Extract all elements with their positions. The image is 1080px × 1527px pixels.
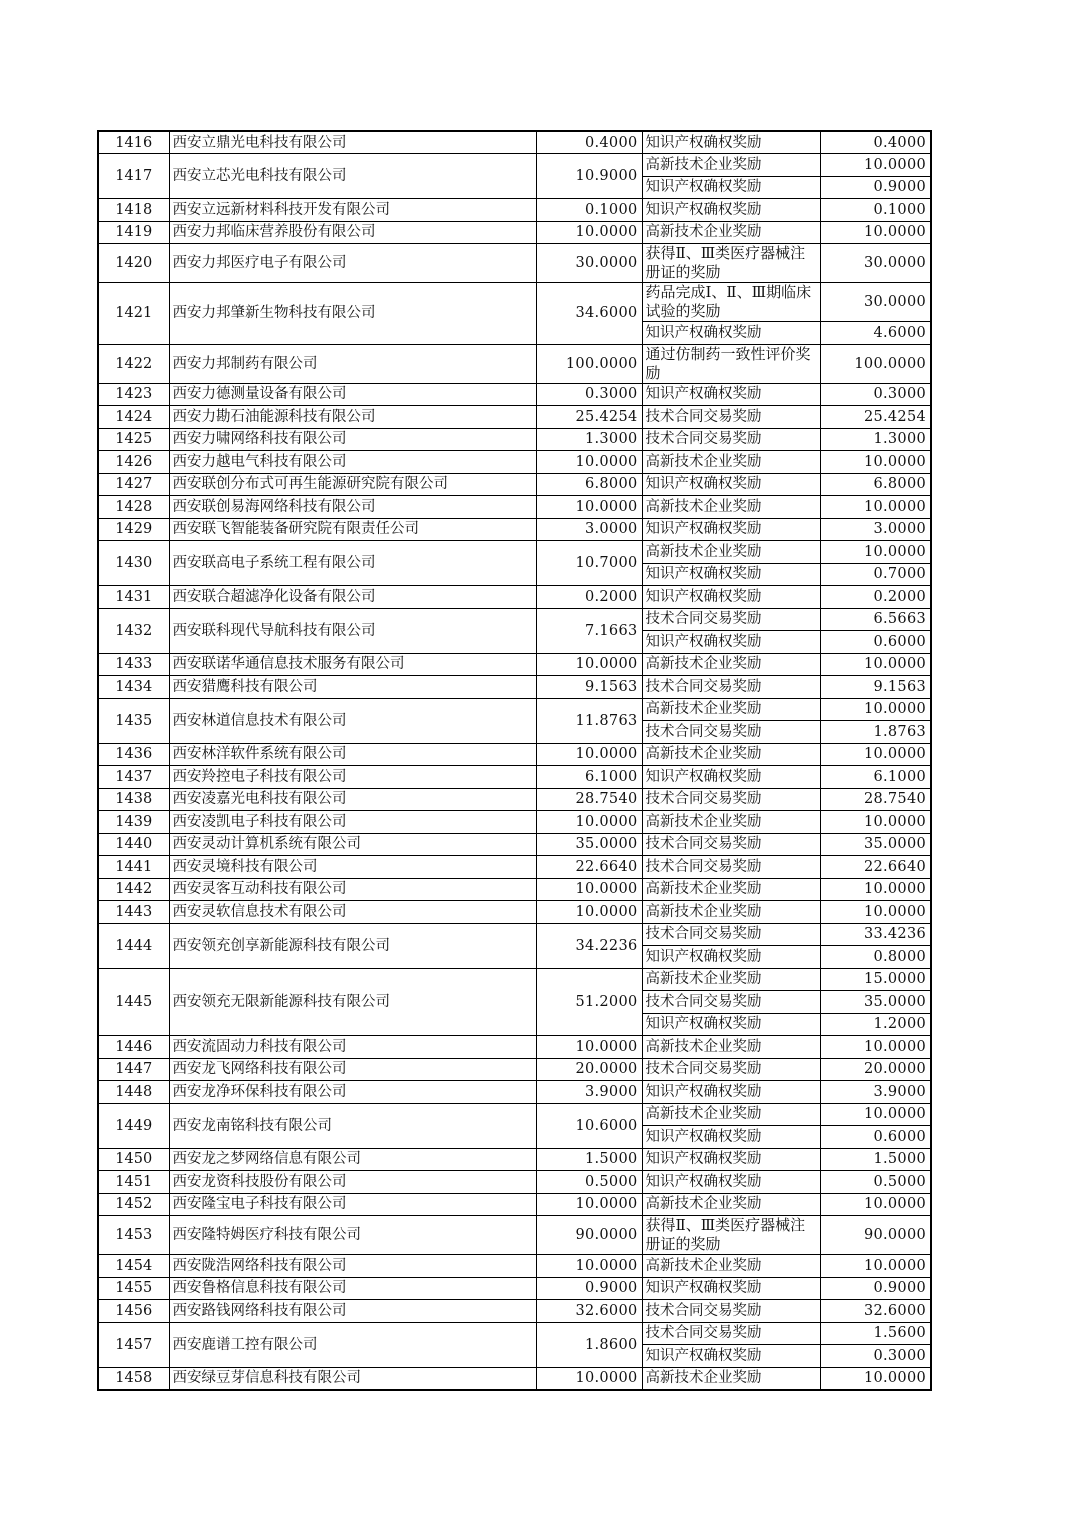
award-type: 知识产权确权奖励 [642,1081,820,1104]
table-row [98,383,931,406]
award-amount: 10.0000 [820,653,931,676]
award-type: 高新技术企业奖励 [642,811,820,834]
total-amount: 7.1663 [536,608,642,653]
table-row [98,833,931,856]
total-amount: 10.0000 [536,878,642,901]
award-type: 知识产权确权奖励 [642,473,820,496]
company-name: 西安龙资科技股份有限公司 [169,1171,536,1194]
table-row [98,154,931,177]
table-row [98,608,931,631]
company-name: 西安立远新材料科技开发有限公司 [169,199,536,222]
table-row [98,878,931,901]
table-row [98,766,931,789]
company-name: 西安猎鹰科技有限公司 [169,676,536,699]
award-type: 知识产权确权奖励 [642,1345,820,1368]
row-number: 1440 [98,833,169,856]
company-name: 西安灵客互动科技有限公司 [169,878,536,901]
total-amount: 0.2000 [536,586,642,609]
row-number: 1432 [98,608,169,653]
total-amount: 10.0000 [536,221,642,244]
company-name: 西安凌凯电子科技有限公司 [169,811,536,834]
total-amount: 1.3000 [536,428,642,451]
award-amount: 0.5000 [820,1171,931,1194]
total-amount: 9.1563 [536,676,642,699]
total-amount: 0.9000 [536,1277,642,1300]
award-type: 高新技术企业奖励 [642,878,820,901]
table-row [98,856,931,879]
total-amount: 34.2236 [536,923,642,968]
company-name: 西安力啸网络科技有限公司 [169,428,536,451]
award-amount: 22.6640 [820,856,931,879]
total-amount: 10.0000 [536,496,642,519]
total-amount: 34.6000 [536,283,642,345]
row-number: 1448 [98,1081,169,1104]
total-amount: 25.4254 [536,406,642,429]
award-amount: 10.0000 [820,901,931,924]
award-amount: 15.0000 [820,968,931,991]
table-row [98,1216,931,1255]
award-amount: 10.0000 [820,451,931,474]
total-amount: 32.6000 [536,1300,642,1323]
company-name: 西安灵动计算机系统有限公司 [169,833,536,856]
award-amount: 10.0000 [820,878,931,901]
award-type: 知识产权确权奖励 [642,766,820,789]
row-number: 1435 [98,698,169,743]
award-amount: 10.0000 [820,743,931,766]
row-number: 1441 [98,856,169,879]
total-amount: 10.0000 [536,1193,642,1216]
table-row [98,496,931,519]
total-amount: 0.5000 [536,1171,642,1194]
award-type: 知识产权确权奖励 [642,563,820,586]
company-name: 西安龙净环保科技有限公司 [169,1081,536,1104]
row-number: 1438 [98,788,169,811]
award-type: 知识产权确权奖励 [642,131,820,154]
table-row [98,923,931,946]
award-type: 高新技术企业奖励 [642,743,820,766]
table-row [98,811,931,834]
award-type: 高新技术企业奖励 [642,1367,820,1390]
award-amount: 30.0000 [820,283,931,322]
award-amount: 30.0000 [820,244,931,283]
table-row [98,743,931,766]
award-type: 高新技术企业奖励 [642,698,820,721]
row-number: 1437 [98,766,169,789]
total-amount: 10.0000 [536,451,642,474]
table-row [98,221,931,244]
table-row [98,451,931,474]
total-amount: 10.7000 [536,541,642,586]
row-number: 1453 [98,1216,169,1255]
table-row [98,1103,931,1126]
award-amount: 10.0000 [820,1193,931,1216]
company-name: 西安陇浩网络科技有限公司 [169,1255,536,1278]
award-type: 高新技术企业奖励 [642,1036,820,1059]
award-amount: 4.6000 [820,322,931,345]
row-number: 1431 [98,586,169,609]
table-row [98,406,931,429]
award-amount: 0.6000 [820,1126,931,1149]
total-amount: 3.9000 [536,1081,642,1104]
total-amount: 51.2000 [536,968,642,1036]
row-number: 1417 [98,154,169,199]
table-row [98,131,931,154]
award-amount: 0.1000 [820,199,931,222]
row-number: 1433 [98,653,169,676]
table-row [98,244,931,283]
company-name: 西安领充无限新能源科技有限公司 [169,968,536,1036]
company-name: 西安流固动力科技有限公司 [169,1036,536,1059]
table-row [98,1193,931,1216]
award-amount: 10.0000 [820,1036,931,1059]
company-name: 西安力邦制药有限公司 [169,344,536,383]
award-amount: 32.6000 [820,1300,931,1323]
award-type: 高新技术企业奖励 [642,541,820,564]
row-number: 1450 [98,1148,169,1171]
row-number: 1439 [98,811,169,834]
row-number: 1423 [98,383,169,406]
table-row [98,1300,931,1323]
company-name: 西安领充创享新能源科技有限公司 [169,923,536,968]
company-name: 西安龙之梦网络信息有限公司 [169,1148,536,1171]
award-type: 技术合同交易奖励 [642,856,820,879]
row-number: 1444 [98,923,169,968]
table-row [98,698,931,721]
award-type: 技术合同交易奖励 [642,833,820,856]
company-name: 西安绿豆芽信息科技有限公司 [169,1367,536,1390]
award-amount: 1.3000 [820,428,931,451]
award-amount: 10.0000 [820,1367,931,1390]
award-type: 知识产权确权奖励 [642,1171,820,1194]
award-type: 高新技术企业奖励 [642,901,820,924]
row-number: 1425 [98,428,169,451]
award-type: 高新技术企业奖励 [642,154,820,177]
table-row [98,1058,931,1081]
award-amount: 6.1000 [820,766,931,789]
company-name: 西安鹿谱工控有限公司 [169,1322,536,1367]
award-amount: 0.3000 [820,1345,931,1368]
award-amount: 1.5000 [820,1148,931,1171]
company-name: 西安联科现代导航科技有限公司 [169,608,536,653]
total-amount: 10.0000 [536,653,642,676]
award-type: 技术合同交易奖励 [642,991,820,1014]
table-row [98,1081,931,1104]
award-amount: 0.8000 [820,946,931,969]
award-amount: 10.0000 [820,496,931,519]
award-type: 药品完成Ⅰ、Ⅱ、Ⅲ期临床试验的奖励 [642,283,820,322]
award-amount: 10.0000 [820,1255,931,1278]
row-number: 1430 [98,541,169,586]
row-number: 1424 [98,406,169,429]
row-number: 1445 [98,968,169,1036]
table-row [98,199,931,222]
company-name: 西安隆特姆医疗科技有限公司 [169,1216,536,1255]
company-name: 西安灵境科技有限公司 [169,856,536,879]
award-type: 技术合同交易奖励 [642,1300,820,1323]
award-amount: 10.0000 [820,1103,931,1126]
award-table-container [97,130,930,1391]
total-amount: 10.9000 [536,154,642,199]
award-amount: 6.5663 [820,608,931,631]
table-row [98,518,931,541]
table-row [98,473,931,496]
award-type: 知识产权确权奖励 [642,176,820,199]
award-amount: 20.0000 [820,1058,931,1081]
total-amount: 1.5000 [536,1148,642,1171]
table-row [98,1171,931,1194]
award-amount: 0.2000 [820,586,931,609]
row-number: 1458 [98,1367,169,1390]
award-amount: 90.0000 [820,1216,931,1255]
company-name: 西安力邦肇新生物科技有限公司 [169,283,536,345]
award-type: 高新技术企业奖励 [642,1255,820,1278]
award-amount: 0.9000 [820,1277,931,1300]
award-amount: 10.0000 [820,811,931,834]
table-row [98,1036,931,1059]
award-amount: 10.0000 [820,541,931,564]
company-name: 西安力勘石油能源科技有限公司 [169,406,536,429]
award-amount: 0.7000 [820,563,931,586]
company-name: 西安力邦医疗电子有限公司 [169,244,536,283]
company-name: 西安联飞智能装备研究院有限责任公司 [169,518,536,541]
total-amount: 10.0000 [536,743,642,766]
row-number: 1429 [98,518,169,541]
company-name: 西安龙飞网络科技有限公司 [169,1058,536,1081]
award-amount: 0.6000 [820,631,931,654]
row-number: 1422 [98,344,169,383]
table-row [98,788,931,811]
award-amount: 33.4236 [820,923,931,946]
award-type: 技术合同交易奖励 [642,1058,820,1081]
table-row [98,344,931,383]
row-number: 1442 [98,878,169,901]
table-row [98,1322,931,1345]
award-type: 技术合同交易奖励 [642,1322,820,1345]
total-amount: 20.0000 [536,1058,642,1081]
total-amount: 10.0000 [536,1367,642,1390]
total-amount: 1.8600 [536,1322,642,1367]
award-amount: 25.4254 [820,406,931,429]
award-amount: 6.8000 [820,473,931,496]
award-type: 获得Ⅱ、Ⅲ类医疗器械注册证的奖励 [642,1216,820,1255]
total-amount: 35.0000 [536,833,642,856]
award-amount: 0.4000 [820,131,931,154]
row-number: 1427 [98,473,169,496]
award-amount: 1.5600 [820,1322,931,1345]
award-amount: 35.0000 [820,991,931,1014]
row-number: 1416 [98,131,169,154]
company-name: 西安立芯光电科技有限公司 [169,154,536,199]
award-type: 技术合同交易奖励 [642,788,820,811]
total-amount: 90.0000 [536,1216,642,1255]
total-amount: 10.0000 [536,901,642,924]
company-name: 西安隆宝电子科技有限公司 [169,1193,536,1216]
row-number: 1421 [98,283,169,345]
award-type: 技术合同交易奖励 [642,608,820,631]
award-type: 技术合同交易奖励 [642,923,820,946]
award-type: 高新技术企业奖励 [642,451,820,474]
total-amount: 10.6000 [536,1103,642,1148]
award-type: 技术合同交易奖励 [642,721,820,744]
company-name: 西安联合超滤净化设备有限公司 [169,586,536,609]
award-type: 获得Ⅱ、Ⅲ类医疗器械注册证的奖励 [642,244,820,283]
company-name: 西安联创易海网络科技有限公司 [169,496,536,519]
total-amount: 100.0000 [536,344,642,383]
award-amount: 35.0000 [820,833,931,856]
company-name: 西安力邦临床营养股份有限公司 [169,221,536,244]
company-name: 西安联高电子系统工程有限公司 [169,541,536,586]
total-amount: 11.8763 [536,698,642,743]
award-type: 知识产权确权奖励 [642,322,820,345]
company-name: 西安鲁格信息科技有限公司 [169,1277,536,1300]
row-number: 1420 [98,244,169,283]
award-type: 知识产权确权奖励 [642,946,820,969]
table-row [98,653,931,676]
award-amount: 1.2000 [820,1013,931,1036]
table-row [98,1148,931,1171]
company-name: 西安力德测量设备有限公司 [169,383,536,406]
award-table-body [98,131,931,1390]
row-number: 1451 [98,1171,169,1194]
table-row [98,1255,931,1278]
company-name: 西安凌嘉光电科技有限公司 [169,788,536,811]
row-number: 1449 [98,1103,169,1148]
award-type: 知识产权确权奖励 [642,199,820,222]
total-amount: 10.0000 [536,1255,642,1278]
table-row [98,901,931,924]
company-name: 西安立鼎光电科技有限公司 [169,131,536,154]
award-amount: 3.9000 [820,1081,931,1104]
total-amount: 10.0000 [536,1036,642,1059]
total-amount: 10.0000 [536,811,642,834]
company-name: 西安力越电气科技有限公司 [169,451,536,474]
award-type: 知识产权确权奖励 [642,1013,820,1036]
award-table [97,130,932,1391]
row-number: 1428 [98,496,169,519]
award-amount: 3.0000 [820,518,931,541]
award-amount: 10.0000 [820,221,931,244]
table-row [98,586,931,609]
award-amount: 10.0000 [820,698,931,721]
row-number: 1456 [98,1300,169,1323]
total-amount: 0.3000 [536,383,642,406]
table-row [98,968,931,991]
award-type: 高新技术企业奖励 [642,1193,820,1216]
table-row [98,676,931,699]
award-type: 知识产权确权奖励 [642,1126,820,1149]
award-amount: 100.0000 [820,344,931,383]
award-type: 高新技术企业奖励 [642,1103,820,1126]
total-amount: 6.8000 [536,473,642,496]
company-name: 西安路钱网络科技有限公司 [169,1300,536,1323]
award-amount: 0.9000 [820,176,931,199]
award-type: 通过仿制药一致性评价奖励 [642,344,820,383]
company-name: 西安联创分布式可再生能源研究院有限公司 [169,473,536,496]
row-number: 1446 [98,1036,169,1059]
table-row [98,428,931,451]
award-amount: 1.8763 [820,721,931,744]
total-amount: 6.1000 [536,766,642,789]
row-number: 1436 [98,743,169,766]
row-number: 1455 [98,1277,169,1300]
award-amount: 9.1563 [820,676,931,699]
award-type: 高新技术企业奖励 [642,496,820,519]
award-amount: 28.7540 [820,788,931,811]
award-type: 技术合同交易奖励 [642,428,820,451]
company-name: 西安灵软信息技术有限公司 [169,901,536,924]
company-name: 西安林洋软件系统有限公司 [169,743,536,766]
table-row [98,1277,931,1300]
row-number: 1443 [98,901,169,924]
row-number: 1457 [98,1322,169,1367]
total-amount: 3.0000 [536,518,642,541]
table-row [98,541,931,564]
award-type: 知识产权确权奖励 [642,1277,820,1300]
award-type: 高新技术企业奖励 [642,653,820,676]
row-number: 1418 [98,199,169,222]
award-type: 高新技术企业奖励 [642,968,820,991]
company-name: 西安联诺华通信息技术服务有限公司 [169,653,536,676]
total-amount: 0.4000 [536,131,642,154]
award-type: 高新技术企业奖励 [642,221,820,244]
total-amount: 30.0000 [536,244,642,283]
row-number: 1426 [98,451,169,474]
award-type: 技术合同交易奖励 [642,406,820,429]
table-row [98,1367,931,1390]
total-amount: 28.7540 [536,788,642,811]
total-amount: 22.6640 [536,856,642,879]
award-type: 知识产权确权奖励 [642,383,820,406]
row-number: 1452 [98,1193,169,1216]
company-name: 西安林道信息技术有限公司 [169,698,536,743]
award-type: 知识产权确权奖励 [642,586,820,609]
row-number: 1434 [98,676,169,699]
row-number: 1419 [98,221,169,244]
total-amount: 0.1000 [536,199,642,222]
company-name: 西安龙南铭科技有限公司 [169,1103,536,1148]
award-amount: 0.3000 [820,383,931,406]
row-number: 1447 [98,1058,169,1081]
company-name: 西安羚控电子科技有限公司 [169,766,536,789]
award-type: 知识产权确权奖励 [642,631,820,654]
award-amount: 10.0000 [820,154,931,177]
row-number: 1454 [98,1255,169,1278]
table-row [98,283,931,322]
award-type: 知识产权确权奖励 [642,1148,820,1171]
award-type: 技术合同交易奖励 [642,676,820,699]
award-type: 知识产权确权奖励 [642,518,820,541]
